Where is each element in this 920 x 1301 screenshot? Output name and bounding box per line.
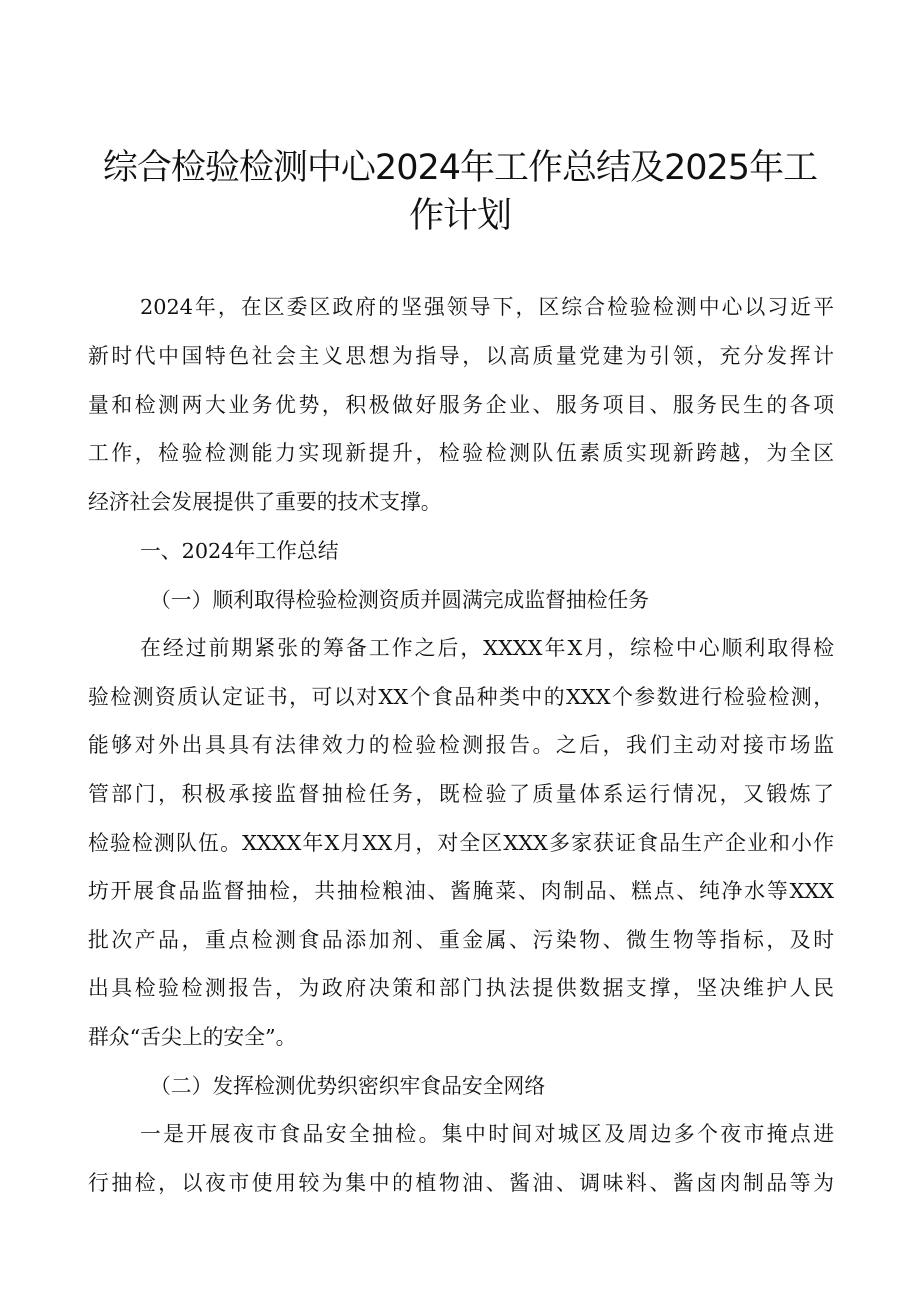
paragraph-line: 检验检测队伍。XXXX年X月XX月，对全区XXX多家获证食品生产企业和小作 bbox=[88, 831, 834, 855]
subsection-heading: （二）发挥检测优势织密织牢食品安全网络 bbox=[150, 1074, 546, 1098]
paragraph-line: 坊开展食品监督抽检，共抽检粮油、酱腌菜、肉制品、糕点、纯净水等XXX bbox=[88, 879, 834, 903]
paragraph-line: 管部门，积极承接监督抽检任务，既检验了质量体系运行情况，又锻炼了 bbox=[88, 782, 834, 806]
paragraph-line: 经济社会发展提供了重要的技术支撑。 bbox=[88, 490, 442, 514]
paragraph-line: 2024年，在区委区政府的坚强领导下，区综合检验检测中心以习近平 bbox=[140, 295, 834, 319]
paragraph-line: 一是开展夜市食品安全抽检。集中时间对城区及周边多个夜市掩点进 bbox=[140, 1122, 834, 1146]
paragraph-line: 新时代中国特色社会主义思想为指导，以高质量党建为引领，充分发挥计 bbox=[88, 344, 834, 368]
paragraph-line: 量和检测两大业务优势，积极做好服务企业、服务项目、服务民生的各项 bbox=[88, 393, 834, 417]
paragraph-line: 行抽检，以夜市使用较为集中的植物油、酱油、调味料、酱卤肉制品等为 bbox=[88, 1171, 834, 1195]
subsection-heading: （一）顺利取得检验检测资质并圆满完成监督抽检任务 bbox=[150, 588, 650, 612]
paragraph-line: 批次产品，重点检测食品添加剂、重金属、污染物、微生物等指标，及时 bbox=[88, 928, 834, 952]
paragraph-line: 群众“舌尖上的安全”。 bbox=[88, 1025, 297, 1049]
section-heading: 一、2024年工作总结 bbox=[140, 539, 339, 563]
paragraph-line: 工作，检验检测能力实现新提升，检验检测队伍素质实现新跨越，为全区 bbox=[88, 441, 834, 465]
paragraph-line: 出具检验检测报告，为政府决策和部门执法提供数据支撑，坚决维护人民 bbox=[88, 976, 834, 1000]
document-title-line-1: 综合检验检测中心2024年工作总结及2025年工 bbox=[102, 148, 818, 188]
paragraph-line: 在经过前期紧张的筹备工作之后，XXXX年X月，综检中心顺利取得检 bbox=[140, 636, 834, 660]
paragraph-line: 能够对外出具具有法律效力的检验检测报告。之后，我们主动对接市场监 bbox=[88, 733, 834, 757]
paragraph-line: 验检测资质认定证书，可以对XX个食品种类中的XXX个参数进行检验检测， bbox=[88, 685, 834, 709]
document-title-line-2: 作计划 bbox=[408, 196, 511, 236]
